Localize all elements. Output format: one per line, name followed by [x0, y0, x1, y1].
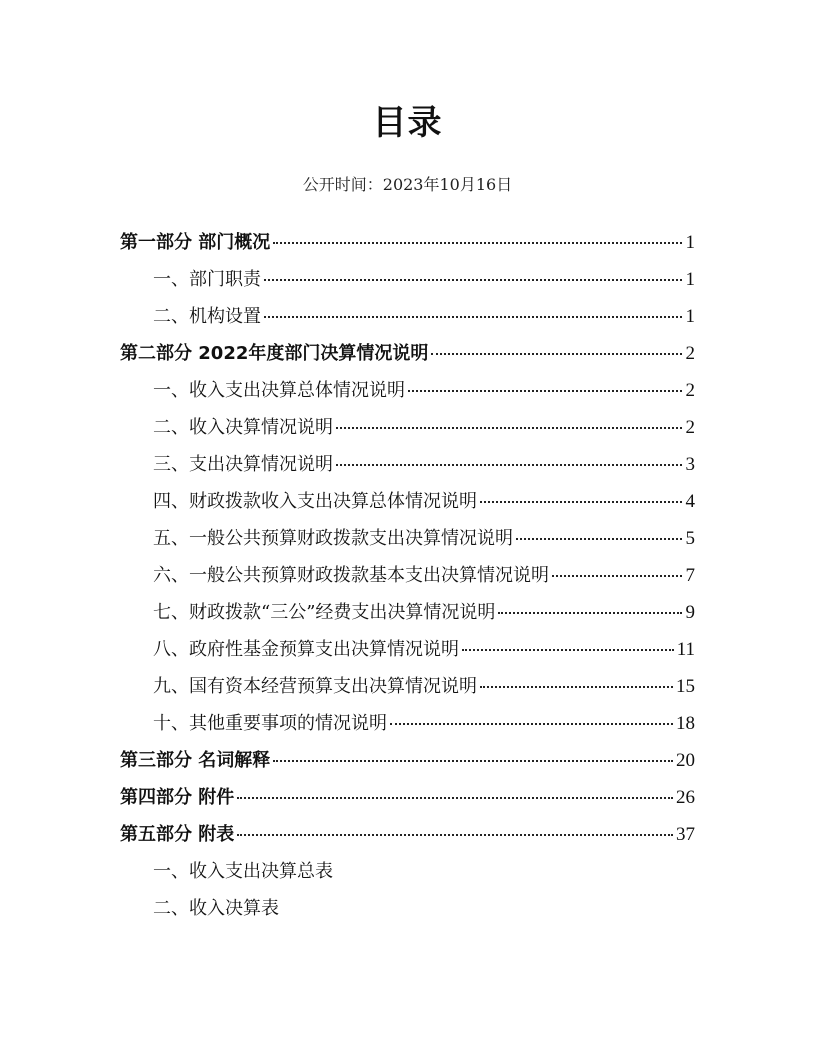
page-title: 目录 [372, 103, 443, 143]
toc-entry-label: 三、支出决算情况说明 [153, 454, 333, 475]
toc-entry[interactable] [120, 672, 695, 709]
toc-entry[interactable] [120, 894, 695, 931]
toc-entry-label: 六、一般公共预算财政拨款基本支出决算情况说明 [153, 565, 549, 586]
toc-entry[interactable] [120, 746, 695, 783]
toc-page-number: 7 [685, 565, 695, 586]
toc-page-number: 9 [685, 602, 695, 623]
toc-entry[interactable] [120, 524, 695, 561]
toc-entry-label: 五、一般公共预算财政拨款支出决算情况说明 [153, 528, 513, 549]
toc-entry[interactable] [120, 376, 695, 413]
toc-dot-leader [516, 537, 682, 540]
toc-page-number: 20 [676, 750, 695, 771]
toc-page-number: 15 [676, 676, 695, 697]
toc-dot-leader [390, 722, 673, 725]
toc-entry-label: 二、机构设置 [153, 306, 261, 327]
toc-dot-leader [431, 352, 682, 355]
toc-entry-label: 第三部分 名词解释 [120, 750, 271, 771]
toc-entry[interactable] [120, 709, 695, 746]
toc-entry-label: 八、政府性基金预算支出决算情况说明 [153, 639, 459, 660]
toc-entry[interactable] [120, 598, 695, 635]
toc-entry[interactable] [120, 228, 695, 265]
toc-entry-label: 第四部分 附件 [120, 787, 235, 808]
toc-entry-label: 七、财政拨款“三公”经费支出决算情况说明 [153, 602, 496, 623]
toc-entry-label: 一、部门职责 [153, 269, 261, 290]
toc-page-number: 4 [685, 491, 695, 512]
toc-page-number: 2 [685, 417, 695, 438]
toc-dot-leader [264, 315, 682, 318]
toc-entry-label: 第二部分 2022年度部门决算情况说明 [120, 343, 429, 364]
toc-entry[interactable] [120, 265, 695, 302]
toc-entry-label: 第一部分 部门概况 [120, 232, 271, 253]
toc-dot-leader [552, 574, 682, 577]
toc-page-number: 11 [676, 639, 695, 660]
toc-entry-label: 四、财政拨款收入支出决算总体情况说明 [153, 491, 477, 512]
toc-page-number: 18 [676, 713, 695, 734]
toc-dot-leader [480, 685, 673, 688]
toc-page-number: 26 [676, 787, 695, 808]
toc-dot-leader [336, 426, 682, 429]
toc-entry-label: 一、收入支出决算总体情况说明 [153, 380, 405, 401]
toc-entry[interactable] [120, 857, 695, 894]
toc-page-number: 2 [685, 380, 695, 401]
toc-entry-label: 九、国有资本经营预算支出决算情况说明 [153, 676, 477, 697]
toc-dot-leader [273, 241, 682, 244]
toc-entry[interactable] [120, 413, 695, 450]
toc-entry-label: 第五部分 附表 [120, 824, 235, 845]
toc-entry[interactable] [120, 561, 695, 598]
toc-dot-leader [273, 759, 673, 762]
toc-dot-leader [408, 389, 682, 392]
toc-entry[interactable] [120, 635, 695, 672]
toc-dot-leader [237, 833, 673, 836]
toc-page-number: 1 [685, 269, 695, 290]
toc-entry[interactable] [120, 450, 695, 487]
toc-entry-label: 一、收入支出决算总表 [153, 861, 333, 882]
toc-entry-label: 十、其他重要事项的情况说明 [153, 713, 387, 734]
toc-entry-label: 二、收入决算表 [153, 898, 279, 919]
toc-page-number: 1 [685, 306, 695, 327]
toc-dot-leader [480, 500, 682, 503]
toc-dot-leader [336, 463, 682, 466]
toc-dot-leader [498, 611, 682, 614]
toc-entry[interactable] [120, 339, 695, 376]
toc-entry[interactable] [120, 783, 695, 820]
toc-page-number: 1 [685, 232, 695, 253]
toc-entry[interactable] [120, 820, 695, 857]
table-of-contents [120, 228, 695, 931]
toc-dot-leader [237, 796, 673, 799]
toc-page-number: 5 [685, 528, 695, 549]
publication-date: 公开时间：2023年10月16日 [302, 175, 513, 194]
toc-page-number: 2 [685, 343, 695, 364]
toc-dot-leader [462, 648, 674, 651]
toc-page-number: 37 [676, 824, 695, 845]
toc-dot-leader [264, 278, 682, 281]
toc-entry[interactable] [120, 487, 695, 524]
toc-entry-label: 二、收入决算情况说明 [153, 417, 333, 438]
toc-entry[interactable] [120, 302, 695, 339]
toc-page-number: 3 [685, 454, 695, 475]
